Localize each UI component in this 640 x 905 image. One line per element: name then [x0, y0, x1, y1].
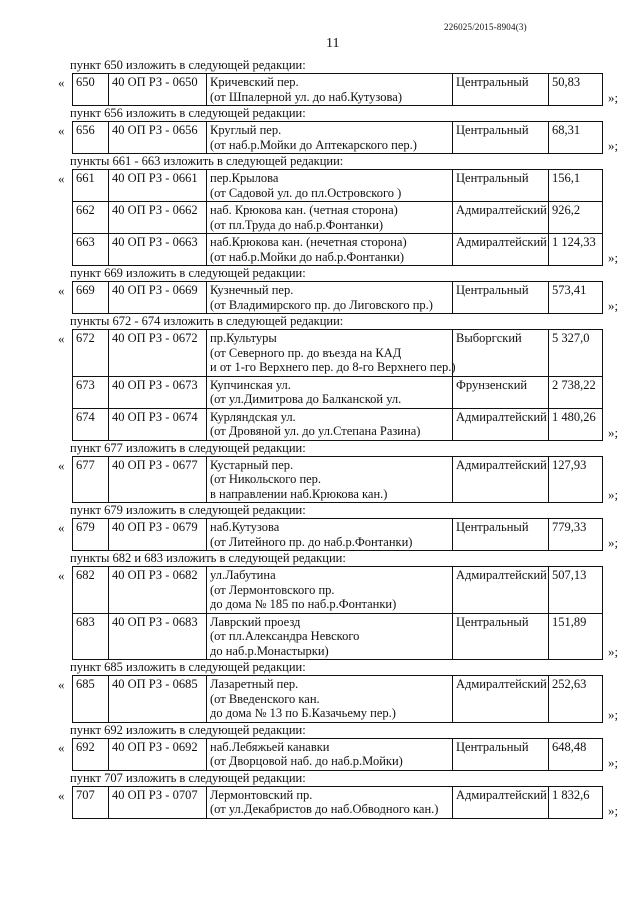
length-cell: 1 832,6 [549, 786, 603, 818]
amendment-instruction: пункт 650 изложить в следующей редакции: [70, 58, 306, 72]
road-name-line: (от пл.Александра Невского [210, 629, 360, 643]
amendment-instruction: пункты 672 - 674 изложить в следующей редакции: [70, 314, 344, 328]
road-name-line: Лаврский проезд [210, 614, 301, 629]
quote-open: « [58, 520, 65, 535]
length-cell: 779,33 [549, 519, 603, 551]
quote-close: »; [608, 90, 619, 105]
road-name-cell [207, 456, 453, 503]
road-name-line: (от ул.Димитрова до Балканской ул. [210, 392, 402, 406]
row-number-cell: 677 [73, 456, 109, 503]
road-name-line: до наб.р.Монастырки) [210, 643, 329, 658]
district-cell: Центральный [453, 170, 549, 202]
length-cell: 2 738,22 [549, 376, 603, 408]
amendment-instruction: пункты 682 и 683 изложить в следующей редакции: [70, 551, 346, 565]
road-code-cell: 40 ОП РЗ - 0677 [109, 456, 207, 503]
road-code-cell: 40 ОП РЗ - 0692 [109, 738, 207, 770]
district-cell: Центральный [453, 282, 549, 314]
table-row [73, 519, 603, 551]
table-row [73, 122, 603, 154]
road-code-cell: 40 ОП РЗ - 0673 [109, 376, 207, 408]
road-code-cell: 40 ОП РЗ - 0683 [109, 613, 207, 660]
road-name-line: до дома № 13 по Б.Казачьему пер.) [210, 706, 396, 720]
road-name-cell [207, 676, 453, 723]
road-name-cell [207, 613, 453, 660]
length-cell: 573,41 [549, 282, 603, 314]
district-cell: Центральный [453, 122, 549, 154]
row-number-cell: 683 [73, 613, 109, 660]
road-name-cell [207, 786, 453, 818]
road-name-line: (от Дворцовой наб. до наб.р.Мойки) [210, 754, 403, 768]
quote-open: « [58, 787, 65, 803]
row-number-cell: 663 [73, 234, 109, 266]
road-name-line: Кузнечный пер. [210, 283, 294, 297]
road-name-line: (от Шпалерной ул. до наб.Кутузова) [210, 89, 402, 104]
road-code-cell: 40 ОП РЗ - 0679 [109, 519, 207, 551]
quote-open: « [58, 677, 65, 692]
amendment-instruction: пункт 669 изложить в следующей редакции: [70, 266, 306, 280]
road-name-line: наб.Кутузова [210, 520, 280, 534]
road-name-line: (от Владимирского пр. до Лиговского пр.) [210, 297, 433, 312]
road-name-line: Курляндская ул. [210, 409, 296, 424]
district-cell: Адмиралтейский [453, 234, 549, 266]
road-name-cell [207, 330, 456, 377]
amendment-instruction: пункт 685 изложить в следующей редакции: [70, 660, 306, 674]
road-code-cell: 40 ОП РЗ - 0656 [109, 122, 207, 154]
road-name-line: Кустарный пер. [210, 457, 294, 472]
road-name-cell [207, 170, 453, 202]
road-name-cell [207, 282, 453, 314]
district-cell: Центральный [453, 613, 549, 660]
district-cell: Центральный [453, 738, 549, 770]
road-code-cell: 40 ОП РЗ - 0685 [109, 676, 207, 723]
length-cell: 1 124,33 [549, 234, 603, 266]
road-name-line: (от Дровяной ул. до ул.Степана Разина) [210, 424, 421, 438]
road-code-cell: 40 ОП РЗ - 0674 [109, 408, 207, 440]
quote-close: »; [608, 250, 619, 265]
quote-open: « [58, 739, 65, 755]
quote-open: « [58, 283, 65, 298]
amendment-instruction: пункты 661 - 663 изложить в следующей редакции: [70, 154, 344, 168]
amendment-section [58, 738, 622, 771]
row-number-cell: 674 [73, 408, 109, 440]
table-row [73, 567, 603, 614]
road-name-line: (от Садовой ул. до пл.Островского ) [210, 185, 402, 200]
district-cell: Центральный [453, 519, 549, 551]
road-code-cell: 40 ОП РЗ - 0682 [109, 567, 207, 614]
length-cell: 50,83 [549, 74, 603, 106]
district-cell: Адмиралтейский [453, 676, 549, 723]
table-row [73, 74, 603, 106]
road-name-line: (от Северного пр. до въезда на КАД [210, 345, 402, 360]
length-cell: 5 327,0 [549, 330, 603, 377]
road-code-cell: 40 ОП РЗ - 0663 [109, 234, 207, 266]
district-cell: Адмиралтейский [453, 408, 549, 440]
road-table [72, 566, 603, 660]
quote-close: »; [608, 298, 619, 313]
road-code-cell: 40 ОП РЗ - 0650 [109, 74, 207, 106]
quote-open: « [58, 457, 65, 473]
road-name-line: пер.Крылова [210, 171, 279, 185]
road-name-line: ул.Лабутина [210, 568, 276, 582]
amendment-section [58, 566, 622, 660]
district-cell: Адмиралтейский [453, 567, 549, 614]
road-name-cell [207, 74, 453, 106]
document-body [58, 58, 622, 819]
length-cell: 156,1 [549, 170, 603, 202]
quote-close: »; [608, 138, 619, 153]
length-cell: 252,63 [549, 676, 603, 723]
length-cell: 507,13 [549, 567, 603, 614]
amendment-instruction: пункт 656 изложить в следующей редакции: [70, 106, 306, 120]
road-name-cell [207, 234, 453, 266]
length-cell: 127,93 [549, 456, 603, 503]
length-cell: 1 480,26 [549, 408, 603, 440]
road-name-line: наб.Лебяжьей канавки [210, 739, 330, 754]
road-name-line: Купчинская ул. [210, 377, 291, 392]
road-code-cell: 40 ОП РЗ - 0669 [109, 282, 207, 314]
amendment-section [58, 329, 622, 441]
table-row [73, 738, 603, 770]
road-table [72, 675, 603, 723]
road-name-line: (от пл.Труда до наб.р.Фонтанки) [210, 217, 384, 232]
amendment-section [58, 518, 622, 551]
road-table [72, 456, 603, 504]
row-number-cell: 662 [73, 202, 109, 234]
amendment-instruction: пункт 679 изложить в следующей редакции: [70, 503, 306, 517]
road-name-line: до дома № 185 по наб.р.Фонтанки) [210, 597, 397, 611]
quote-open: « [58, 331, 65, 346]
length-cell: 68,31 [549, 122, 603, 154]
amendment-section [58, 281, 622, 314]
document-number: 226025/2015-8904(3) [444, 22, 527, 32]
table-row [73, 456, 603, 503]
district-cell: Центральный [453, 74, 549, 106]
row-number-cell: 679 [73, 519, 109, 551]
road-name-line: (от наб.р.Мойки до наб.р.Фонтанки) [210, 249, 404, 264]
road-name-line: Круглый пер. [210, 123, 282, 137]
quote-open: « [58, 568, 65, 583]
road-name-line: пр.Культуры [210, 331, 277, 345]
amendment-instruction: пункт 707 изложить в следующей редакции: [70, 770, 306, 785]
table-row [73, 613, 603, 660]
district-cell: Адмиралтейский [453, 456, 549, 503]
row-number-cell: 661 [73, 170, 109, 202]
quote-open: « [58, 75, 65, 90]
road-name-line: (от ул.Декабристов до наб.Обводного кан.) [210, 802, 439, 816]
road-name-line: (от Лермонтовского пр. [210, 582, 335, 597]
road-name-cell [207, 738, 453, 770]
road-table [72, 738, 603, 771]
row-number-cell: 656 [73, 122, 109, 154]
quote-close: »; [608, 535, 619, 550]
row-number-cell: 685 [73, 676, 109, 723]
road-code-cell: 40 ОП РЗ - 0707 [109, 786, 207, 818]
table-row [73, 170, 603, 202]
road-name-line: Лазаретный пер. [210, 677, 299, 691]
table-row [73, 282, 603, 314]
amendment-section [58, 675, 622, 723]
road-code-cell: 40 ОП РЗ - 0672 [109, 330, 207, 377]
quote-close: »; [608, 644, 619, 659]
row-number-cell: 707 [73, 786, 109, 818]
road-table [72, 281, 603, 314]
road-name-line: (от Никольского пер. [210, 472, 322, 486]
road-table [72, 518, 603, 551]
road-name-line: наб.Крюкова кан. (нечетная сторона) [210, 235, 407, 249]
row-number-cell: 673 [73, 376, 109, 408]
road-name-line: Кричевский пер. [210, 75, 299, 89]
amendment-section [58, 169, 622, 266]
table-row [73, 202, 603, 234]
table-row [73, 376, 603, 408]
amendment-section [58, 73, 622, 106]
road-name-cell [207, 519, 453, 551]
road-code-cell: 40 ОП РЗ - 0662 [109, 202, 207, 234]
quote-close: »; [608, 754, 619, 770]
row-number-cell: 692 [73, 738, 109, 770]
road-table [72, 73, 603, 106]
row-number-cell: 672 [73, 330, 109, 377]
road-table [72, 121, 603, 154]
road-name-line: (от Литейного пр. до наб.р.Фонтанки) [210, 534, 413, 549]
district-cell: Адмиралтейский [453, 202, 549, 234]
length-cell: 648,48 [549, 738, 603, 770]
row-number-cell: 650 [73, 74, 109, 106]
road-name-cell [207, 408, 453, 440]
road-name-line: в направлении наб.Крюкова кан.) [210, 486, 388, 501]
road-name-cell [207, 202, 453, 234]
amendment-section [58, 121, 622, 154]
road-name-line: и от 1-го Верхнего пер. до 8-го Верхнего пер.) [210, 360, 456, 374]
road-name-line: (от Введенского кан. [210, 691, 320, 706]
amendment-section [58, 786, 622, 819]
amendment-instruction: пункт 677 изложить в следующей редакции: [70, 440, 306, 455]
road-table [72, 786, 603, 819]
amendment-section [58, 456, 622, 504]
road-table [72, 329, 603, 441]
amendment-instruction: пункт 692 изложить в следующей редакции: [70, 722, 306, 737]
road-name-line: Лермонтовский пр. [210, 787, 313, 802]
district-cell: Фрунзенский [453, 376, 549, 408]
table-row [73, 234, 603, 266]
table-row [73, 786, 603, 818]
length-cell: 151,89 [549, 613, 603, 660]
row-number-cell: 669 [73, 282, 109, 314]
road-name-cell [207, 376, 453, 408]
table-row [73, 330, 603, 377]
road-name-line: (от наб.р.Мойки до Аптекарского пер.) [210, 137, 417, 152]
district-cell: Адмиралтейский [453, 786, 549, 818]
length-cell: 926,2 [549, 202, 603, 234]
quote-close: »; [608, 424, 619, 440]
road-name-cell [207, 567, 453, 614]
quote-close: »; [608, 802, 619, 818]
road-name-cell [207, 122, 453, 154]
table-row [73, 408, 603, 440]
road-table [72, 169, 603, 266]
quote-close: »; [608, 706, 619, 722]
district-cell: Выборгский [453, 330, 549, 377]
quote-open: « [58, 123, 65, 138]
road-name-line: наб. Крюкова кан. (четная сторона) [210, 203, 398, 217]
road-code-cell: 40 ОП РЗ - 0661 [109, 170, 207, 202]
row-number-cell: 682 [73, 567, 109, 614]
table-row [73, 676, 603, 723]
quote-close: »; [608, 487, 619, 502]
quote-open: « [58, 171, 65, 186]
page-number: 11 [326, 36, 340, 51]
